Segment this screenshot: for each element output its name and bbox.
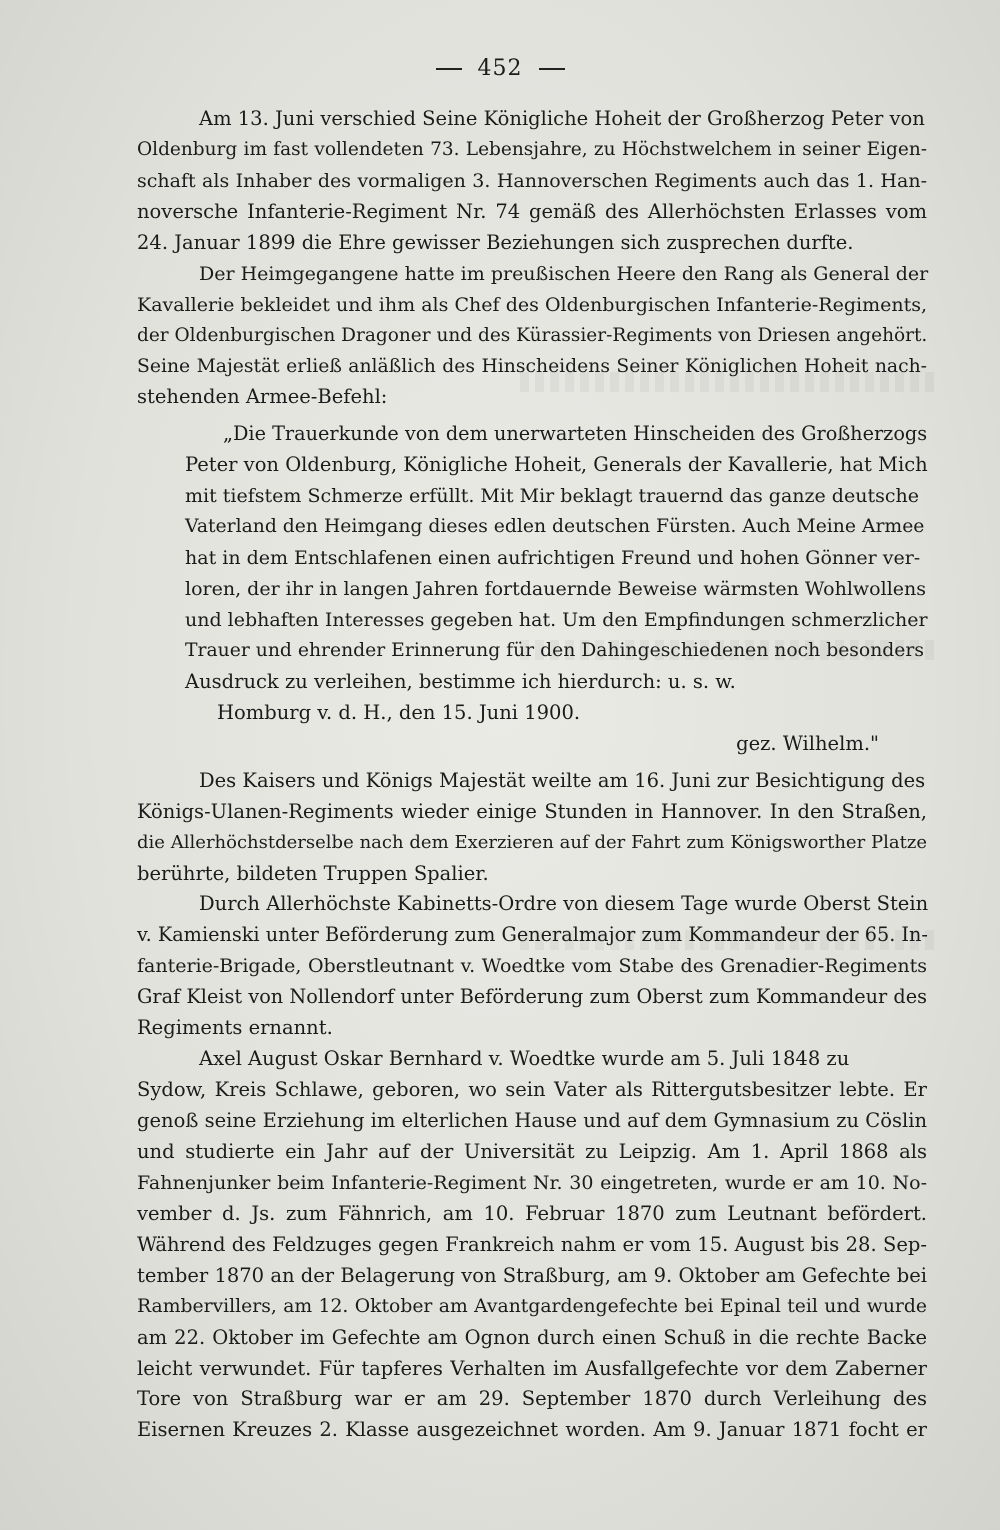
text-line: Vaterland den Heimgang dieses edlen deutschen Fürsten. Auch Meine Armee (185, 516, 925, 538)
text-line: leicht verwundet. Für tapferes Verhalten im Ausfallgefechte vor dem Zaberner (137, 1356, 927, 1380)
page-number-value: 452 (477, 56, 523, 81)
text-line: Kavallerie bekleidet und ihm als Chef des Oldenburgischen Infanterie-Regiments, (137, 293, 927, 316)
text-line: Sydow, Kreis Schlawe, geboren, wo sein Vater als Rittergutsbesitzer lebte. Er (137, 1078, 927, 1102)
page-number (0, 56, 1000, 81)
text-line: Seine Majestät erließ anläßlich des Hinscheidens Seiner Königlichen Hoheit nach- (137, 355, 927, 377)
text-line: Der Heimgegangene hatte im preußischen Heere den Rang als General der (199, 262, 929, 285)
text-line: Tore von Straßburg war er am 29. September 1870 durch Verleihung des (137, 1387, 927, 1411)
text-line: Am 13. Juni verschied Seine Königliche Hoheit der Großherzog Peter von (199, 107, 925, 130)
text-line: Eisernen Kreuzes 2. Klasse ausgezeichnet worden. Am 9. Januar 1871 focht er (137, 1418, 927, 1442)
text-line: v. Kamienski unter Beförderung zum Generalmajor zum Kommandeur der 65. In- (137, 923, 928, 947)
text-line: loren, der ihr in langen Jahren fortdauernde Beweise wärmsten Wohlwollens (185, 578, 927, 601)
text-line: Regiments ernannt. (137, 1016, 333, 1040)
text-line: fanterie-Brigade, Oberstleutnant v. Woedtke vom Stabe des Grenadier-Regiments (137, 955, 927, 978)
text-line: schaft als Inhaber des vormaligen 3. Hannoverschen Regiments auch das 1. Han- (137, 169, 927, 192)
text-line: Homburg v. d. H., den 15. Juni 1900. (217, 700, 581, 724)
text-line: tember 1870 an der Belagerung von Straßburg, am 9. Oktober am Gefechte bei (137, 1263, 927, 1287)
text-line: Ausdruck zu verleihen, bestimme ich hierdurch: u. s. w. (185, 669, 736, 693)
text-line: Trauer und ehrender Erinnerung für den Dahingeschiedenen noch besonders (185, 639, 924, 661)
text-line: Königs-Ulanen-Regiments wieder einige Stunden in Hannover. In den Straßen, (137, 799, 927, 823)
text-line: vember d. Js. zum Fähnrich, am 10. Februar 1870 zum Leutnant befördert. (137, 1201, 927, 1225)
text-line: genoß seine Erziehung im elterlichen Hause und auf dem Gymnasium zu Cöslin (137, 1109, 927, 1132)
text-line: Graf Kleist von Nollendorf unter Beförderung zum Oberst zum Kommandeur des (137, 985, 927, 1009)
text-line: „Die Trauerkunde von dem unerwarteten Hinscheiden des Großherzogs (223, 422, 928, 446)
text-line: mit tiefstem Schmerze erfüllt. Mit Mir beklagt trauernd das ganze deutsche (185, 485, 919, 508)
page-number-dash-left (436, 68, 462, 70)
text-line: und studierte ein Jahr auf der Universität zu Leipzig. Am 1. April 1868 als (137, 1139, 927, 1163)
text-line: hat in dem Entschlafenen einen aufrichtigen Freund und hohen Gönner ver- (185, 547, 921, 570)
text-line: Während des Feldzuges gegen Frankreich nahm er vom 15. August bis 28. Sep- (137, 1232, 927, 1256)
text-line: am 22. Oktober im Gefechte am Ognon durch einen Schuß in die rechte Backe (137, 1325, 927, 1349)
text-line: gez. Wilhelm." (736, 731, 879, 755)
text-line: der Oldenburgischen Dragoner und des Kürassier-Regiments von Driesen angehört. (137, 324, 928, 346)
text-line: Fahnenjunker beim Infanterie-Regiment Nr. 30 eingetreten, wurde er am 10. No- (137, 1171, 927, 1194)
text-line: stehenden Armee-Befehl: (137, 385, 388, 409)
text-line: die Allerhöchstderselbe nach dem Exerzieren auf der Fahrt zum Königsworther Platze (137, 831, 927, 853)
text-line: Des Kaisers und Königs Majestät weilte am 16. Juni zur Besichtigung des (199, 768, 926, 792)
text-line: Durch Allerhöchste Kabinetts-Ordre von diesem Tage wurde Oberst Stein (199, 892, 929, 916)
body-text (137, 104, 927, 1446)
text-line: Oldenburg im fast vollendeten 73. Lebensjahre, zu Höchstwelchem in seiner Eigen- (137, 138, 927, 160)
text-line: Rambervillers, am 12. Oktober am Avantgardengefechte bei Epinal teil und wurde (137, 1295, 927, 1317)
text-line: berührte, bildeten Truppen Spalier. (137, 861, 489, 885)
text-line: noversche Infanterie-Regiment Nr. 74 gemäß des Allerhöchsten Erlasses vom (137, 199, 927, 223)
text-line: Axel August Oskar Bernhard v. Woedtke wurde am 5. Juli 1848 zu (199, 1047, 850, 1071)
text-line: 24. Januar 1899 die Ehre gewisser Beziehungen sich zusprechen durfte. (137, 230, 854, 254)
text-line: und lebhaften Interesses gegeben hat. Um den Empfindungen schmerzlicher (185, 609, 928, 631)
text-line: Peter von Oldenburg, Königliche Hoheit, Generals der Kavallerie, hat Mich (185, 453, 928, 477)
page-number-dash-right (539, 68, 565, 70)
